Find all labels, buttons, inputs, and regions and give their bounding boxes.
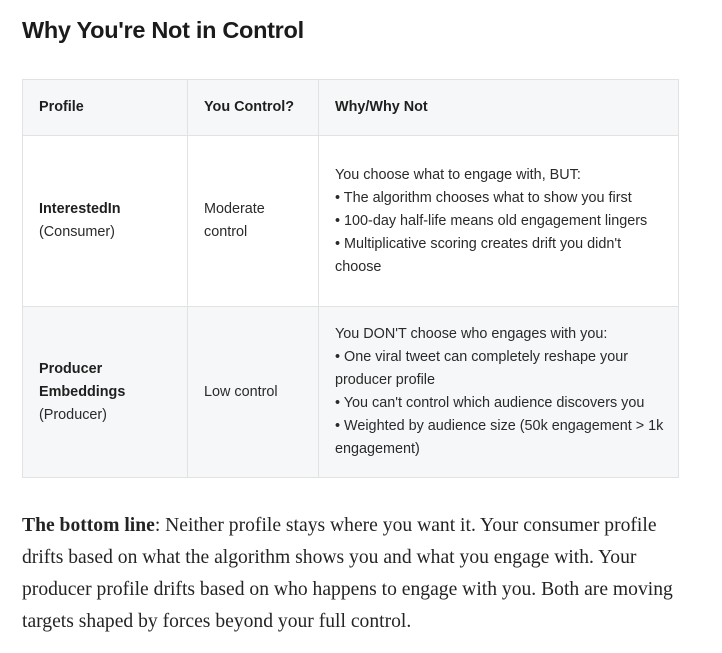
control-cell: Moderate control bbox=[188, 136, 319, 307]
reason-bullet: • One viral tweet can completely reshape your producer profile bbox=[335, 349, 628, 388]
profile-cell bbox=[23, 136, 188, 307]
reason-intro: You choose what to engage with, BUT: bbox=[335, 166, 581, 183]
comparison-table bbox=[22, 79, 679, 478]
table-row bbox=[23, 136, 679, 307]
reason-cell bbox=[319, 136, 679, 307]
reason-bullet: • The algorithm chooses what to show you first bbox=[335, 189, 632, 206]
profile-name: Producer Embeddings bbox=[39, 360, 126, 400]
section-heading: Why You're Not in Control bbox=[22, 17, 304, 43]
control-cell: Low control bbox=[188, 307, 319, 478]
reason-bullet: • 100-day half-life means old engagement lingers bbox=[335, 212, 648, 229]
summary-text: : Neither profile stays where you want it. Your consumer profile drifts based on what the algorithm shows you and what you engage with. Your producer profile drifts based on who happens to engage with you. Both are moving targets shaped by forces beyond your full control. bbox=[22, 515, 673, 632]
profile-cell bbox=[23, 307, 188, 478]
profile-type: (Producer) bbox=[39, 406, 107, 423]
reason-cell bbox=[319, 307, 679, 478]
reason-bullet: • Multiplicative scoring creates drift you didn't choose bbox=[335, 235, 622, 275]
reason-bullet: • You can't control which audience discovers you bbox=[335, 395, 645, 411]
profile-type: (Consumer) bbox=[39, 224, 115, 240]
profile-name: InterestedIn bbox=[39, 201, 121, 217]
table-header-row bbox=[23, 80, 679, 136]
reason-bullet: • Weighted by audience size (50k engagement > 1k engagement) bbox=[335, 418, 664, 457]
table-row bbox=[23, 307, 679, 478]
summary-paragraph bbox=[22, 510, 682, 638]
column-header-control: You Control? bbox=[188, 80, 319, 136]
column-header-profile: Profile bbox=[23, 80, 188, 136]
column-header-why: Why/Why Not bbox=[319, 80, 679, 136]
summary-lead: The bottom line bbox=[22, 515, 155, 536]
reason-intro: You DON'T choose who engages with you: bbox=[335, 326, 608, 342]
